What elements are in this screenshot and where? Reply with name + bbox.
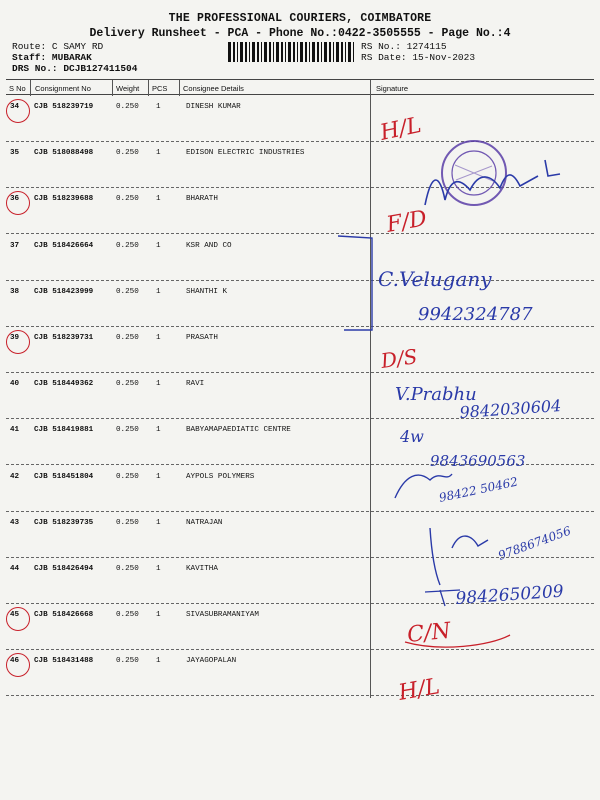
barcode-bar: [336, 42, 339, 62]
barcode-bar: [324, 42, 327, 62]
cell-consignee: PRASATH: [186, 334, 218, 342]
cell-consignee: BABYAMAPAEDIATIC CENTRE: [186, 426, 291, 435]
barcode-bar: [309, 42, 310, 62]
sno-text: 34: [10, 103, 20, 111]
sig-38-phone: 9942324787: [418, 304, 533, 325]
cell-pcs: 1: [156, 657, 161, 666]
cell-pcs: 1: [156, 287, 161, 296]
barcode-bar: [285, 42, 286, 62]
sno-text: 36: [10, 195, 20, 204]
barcode-bar: [321, 42, 322, 62]
barcode-bar: [317, 42, 319, 62]
sno-text: 46: [10, 657, 20, 666]
staff-line: [12, 52, 92, 63]
barcode-bar: [281, 42, 283, 62]
rs-date-label: RS Date:: [361, 52, 407, 63]
sig-34-text: H/L: [378, 112, 424, 146]
barcode-bar: [305, 42, 307, 62]
barcode-bar: [353, 42, 354, 62]
table-row: [6, 650, 594, 696]
col-divider: [179, 80, 180, 96]
barcode-bar: [288, 42, 291, 62]
cell-pcs: 1: [156, 195, 161, 204]
cell-consignee: SIVASUBRAMANIYAM: [186, 611, 259, 620]
barcode-bar: [245, 42, 247, 62]
runsheet-subtitle: Delivery Runsheet - PCA - Phone No.:0422-3505555 - Page No.:4: [89, 27, 511, 40]
cell-sno: 41: [10, 426, 20, 435]
cell-weight: 0.250: [116, 380, 139, 389]
barcode-bar: [276, 42, 279, 62]
table-row: [6, 327, 594, 373]
cell-cn: CJB 518426668: [34, 611, 94, 620]
sno-text: 45: [10, 611, 20, 620]
red-circle-mark: [6, 653, 30, 677]
cell-cn: CJB 518449362: [34, 380, 94, 389]
route-label: Route:: [12, 41, 47, 52]
cell-consignee: EDISON ELECTRIC INDUSTRIES: [186, 149, 305, 158]
cell-consignee: SHANTHI K: [186, 287, 228, 296]
cell-consignee: AYPOLS POLYMERS: [186, 472, 255, 481]
rs-no-line: [361, 41, 447, 52]
cell-sno: [10, 657, 19, 665]
barcode-bar: [269, 42, 271, 62]
cell-pcs: 1: [156, 518, 161, 527]
staff-label: Staff:: [12, 52, 47, 63]
company-title: THE PROFESSIONAL COURIERS, COIMBATORE: [168, 12, 432, 25]
col-divider: [148, 80, 149, 96]
cell-weight: 0.250: [116, 334, 139, 342]
barcode-bar: [297, 42, 298, 62]
cell-pcs: 1: [156, 241, 161, 250]
table-row: [6, 466, 594, 512]
rs-date-value: 15-Nov-2023: [412, 52, 476, 63]
cell-consignee: KSR AND CO: [186, 241, 232, 250]
cell-pcs: 1: [156, 426, 161, 435]
col-header-signature: Signature: [376, 84, 409, 93]
cell-consignee: NATRAJAN: [186, 518, 223, 527]
col-header-consignee: Consignee Details: [183, 84, 244, 93]
cell-pcs: 1: [156, 149, 161, 158]
route-line: [12, 41, 103, 52]
sig-39-text: D/S: [379, 344, 419, 373]
barcode: [228, 42, 354, 62]
barcode-bar: [261, 42, 262, 62]
red-circle-mark: [6, 99, 30, 123]
barcode-bar: [312, 42, 315, 62]
table-row: [6, 142, 594, 188]
cell-cn: CJB 518239735: [34, 518, 94, 527]
sig-41-phone: 9843690563: [430, 452, 526, 470]
cell-weight: 0.250: [116, 472, 139, 481]
barcode-bar: [249, 42, 250, 62]
cell-consignee: BHARATH: [186, 195, 218, 204]
cell-sno: [10, 334, 19, 342]
table-row: [6, 235, 594, 281]
cell-cn: CJB 518451804: [34, 472, 94, 481]
cell-sno: [10, 103, 19, 111]
drs-line: [12, 63, 137, 74]
col-header-weight: Weight: [116, 84, 140, 93]
cell-sno: 44: [10, 565, 20, 573]
cell-cn: CJB 518426664: [34, 241, 94, 250]
cell-cn: CJB 518239719: [34, 103, 94, 111]
table-row: [6, 558, 594, 604]
table-row: [6, 188, 594, 234]
sig-38-name: C.Velugany: [378, 267, 492, 291]
cell-consignee: RAVI: [186, 380, 205, 389]
cell-sno: 35: [10, 149, 20, 158]
drs-value: DCJB127411504: [63, 63, 138, 74]
cell-weight: 0.250: [116, 241, 139, 250]
rs-date-line: [361, 52, 475, 63]
sig-46-text: H/L: [396, 674, 442, 706]
row-divider: [6, 695, 594, 696]
cell-cn: CJB 518423999: [34, 287, 94, 296]
table-row: [6, 604, 594, 650]
table-row: [6, 373, 594, 419]
barcode-bar: [329, 42, 331, 62]
barcode-bar: [228, 42, 231, 62]
cell-cn: CJB 518431488: [34, 657, 94, 666]
cell-weight: 0.250: [116, 287, 139, 296]
cell-pcs: 1: [156, 103, 161, 111]
col-divider: [112, 80, 113, 96]
col-divider: [30, 80, 31, 96]
rs-no-value: 1274115: [406, 41, 447, 52]
barcode-bar: [348, 42, 351, 62]
cell-pcs: 1: [156, 611, 161, 620]
cell-consignee: DINESH KUMAR: [186, 103, 241, 111]
cell-weight: 0.250: [116, 195, 139, 204]
col-header-pcs: PCS: [152, 84, 168, 93]
cell-consignee: KAVITHA: [186, 565, 218, 573]
sig-44-phone: 9842650209: [454, 581, 565, 609]
cell-pcs: 1: [156, 334, 161, 342]
table-row: [6, 419, 594, 465]
barcode-bar: [264, 42, 267, 62]
sno-text: 39: [10, 334, 20, 342]
barcode-bar: [257, 42, 259, 62]
table-header-rule: [6, 94, 594, 95]
cell-weight: 0.250: [116, 149, 139, 158]
sig-40-name: V.Prabhu: [395, 384, 477, 405]
barcode-bar: [252, 42, 255, 62]
barcode-bar: [293, 42, 295, 62]
barcode-bar: [240, 42, 243, 62]
cell-sno: [10, 611, 19, 619]
cell-weight: 0.250: [116, 565, 139, 573]
sig-41-name: 4w: [400, 427, 424, 446]
table-row: [6, 281, 594, 327]
cell-sno: 37: [10, 241, 20, 250]
sig-36-text: F/D: [384, 206, 429, 238]
cell-cn: CJB 518239731: [34, 334, 94, 342]
cell-pcs: 1: [156, 565, 161, 573]
sig-45-text: C/N: [406, 618, 452, 648]
barcode-bar: [237, 42, 238, 62]
cell-weight: 0.250: [116, 518, 139, 527]
sig-42-phone: 98422 50462: [437, 474, 520, 505]
barcode-bar: [300, 42, 303, 62]
cell-cn: CJB 518419881: [34, 426, 94, 435]
cell-pcs: 1: [156, 380, 161, 389]
cell-cn: CJB 518088498: [34, 149, 94, 158]
barcode-bar: [341, 42, 343, 62]
cell-cn: CJB 518426494: [34, 565, 94, 573]
cell-cn: CJB 518239688: [34, 195, 94, 204]
cell-sno: 38: [10, 287, 20, 296]
cell-sno: 43: [10, 518, 20, 527]
cell-weight: 0.250: [116, 657, 139, 666]
cell-sno: 40: [10, 380, 20, 389]
red-circle-mark: [6, 191, 30, 215]
staff-value: MUBARAK: [51, 52, 92, 63]
red-circle-mark: [6, 330, 30, 354]
cell-consignee: JAYAGOPALAN: [186, 657, 237, 666]
cell-weight: 0.250: [116, 426, 139, 435]
cell-weight: 0.250: [116, 103, 139, 111]
col-header-consignment: Consignment No: [35, 84, 91, 93]
barcode-bar: [233, 42, 235, 62]
red-circle-mark: [6, 607, 30, 631]
table-row: [6, 512, 594, 558]
drs-label: DRS No.:: [12, 63, 58, 74]
table-row: [6, 96, 594, 142]
cell-pcs: 1: [156, 472, 161, 481]
sig-40-phone: 9842030604: [458, 395, 562, 422]
barcode-bar: [345, 42, 346, 62]
cell-weight: 0.250: [116, 611, 139, 620]
barcode-bar: [273, 42, 274, 62]
cell-sno: [10, 195, 19, 203]
col-header-sno: S No: [9, 84, 26, 93]
route-value: C SAMY RD: [51, 41, 104, 52]
rs-no-label: RS No.:: [361, 41, 401, 52]
table-top-rule: [6, 79, 594, 80]
barcode-bar: [333, 42, 334, 62]
cell-sno: 42: [10, 472, 20, 481]
sig-43-phone: 9788674056: [496, 523, 573, 563]
